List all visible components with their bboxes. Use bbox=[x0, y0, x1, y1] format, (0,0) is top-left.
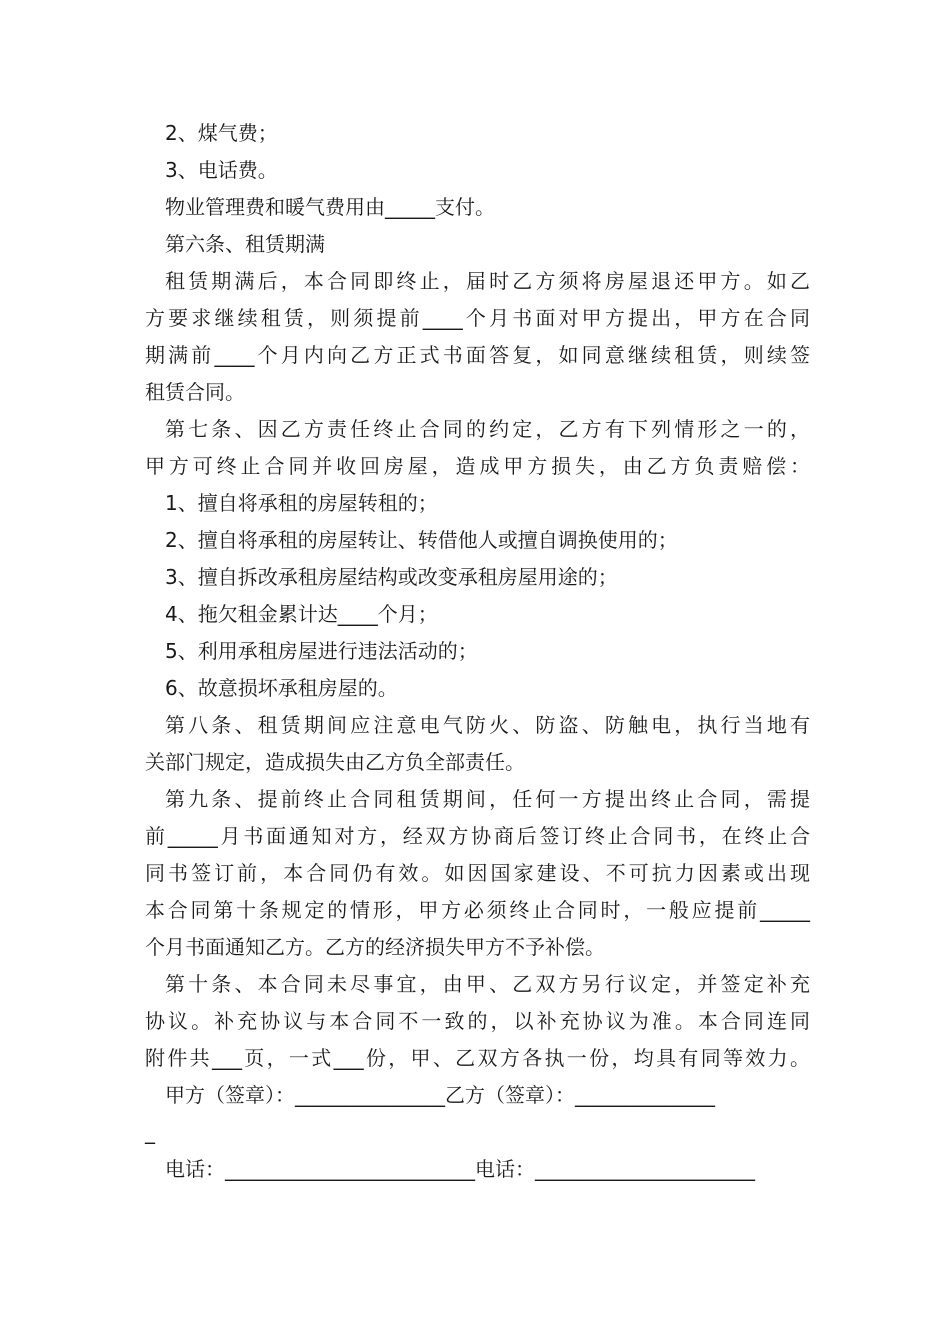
utility-item-gas: 2、煤气费； bbox=[165, 121, 278, 145]
article-9-line: 本合同第十条规定的情形，甲方必须终止合同时，一般应提前_____ bbox=[145, 898, 810, 922]
article-6-line: 方要求继续租赁，则须提前____个月书面对甲方提出，甲方在合同 bbox=[145, 306, 810, 330]
contract-page bbox=[145, 115, 810, 1188]
article-7-item: 5、利用承租房屋进行违法活动的； bbox=[165, 639, 478, 663]
article-7-item: 6、故意损坏承租房屋的。 bbox=[165, 676, 398, 700]
article-10-line: 附件共___页，一式___份，甲、乙双方各执一份，均具有同等效力。 bbox=[145, 1046, 810, 1070]
signature-line: 甲方（签章）：_______________乙方（签章）：______________ bbox=[165, 1083, 715, 1107]
article-8-line: 关部门规定，造成损失由乙方负全部责任。 bbox=[145, 750, 525, 774]
article-9-line: 第九条、提前终止合同租赁期间，任何一方提出终止合同，需提 bbox=[165, 787, 810, 811]
utility-item-phone: 3、电话费。 bbox=[165, 158, 278, 182]
article-7-item: 3、擅自拆改承租房屋结构或改变承租房屋用途的； bbox=[165, 565, 618, 589]
article-6-line: 租赁期满后，本合同即终止，届时乙方须将房屋退还甲方。如乙 bbox=[165, 269, 810, 293]
signature-overflow: _ bbox=[145, 1120, 155, 1144]
article-10-line: 协议。补充协议与本合同不一致的，以补充协议为准。本合同连同 bbox=[145, 1009, 810, 1033]
article-9-line: 同书签订前，本合同仍有效。如因国家建设、不可抗力因素或出现 bbox=[145, 861, 810, 885]
article-7-item: 1、擅自将承租的房屋转租的； bbox=[165, 491, 438, 515]
article-7-item: 4、拖欠租金累计达____个月； bbox=[165, 602, 438, 626]
article-7-line: 第七条、因乙方责任终止合同的约定，乙方有下列情形之一的， bbox=[165, 417, 810, 441]
property-fee-line: 物业管理费和暖气费用由_____支付。 bbox=[165, 195, 495, 219]
article-9-line: 前_____月书面通知对方，经双方协商后签订终止合同书，在终止合 bbox=[145, 824, 810, 848]
article-6-line: 期满前____个月内向乙方正式书面答复，如同意继续租赁，则续签 bbox=[145, 343, 810, 367]
article-8-line: 第八条、租赁期间应注意电气防火、防盗、防触电，执行当地有 bbox=[165, 713, 810, 737]
article-10-line: 第十条、本合同未尽事宜，由甲、乙双方另行议定，并签定补充 bbox=[165, 972, 810, 996]
article-6-title: 第六条、租赁期满 bbox=[165, 232, 325, 256]
phone-line: 电话：_________________________电话：______________________ bbox=[165, 1157, 755, 1181]
article-7-item: 2、擅自将承租的房屋转让、转借他人或擅自调换使用的； bbox=[165, 528, 678, 552]
article-6-line: 租赁合同。 bbox=[145, 380, 245, 404]
article-9-line: 个月书面通知乙方。乙方的经济损失甲方不予补偿。 bbox=[145, 935, 605, 959]
article-7-line: 甲方可终止合同并收回房屋，造成甲方损失，由乙方负责赔偿： bbox=[145, 454, 810, 478]
